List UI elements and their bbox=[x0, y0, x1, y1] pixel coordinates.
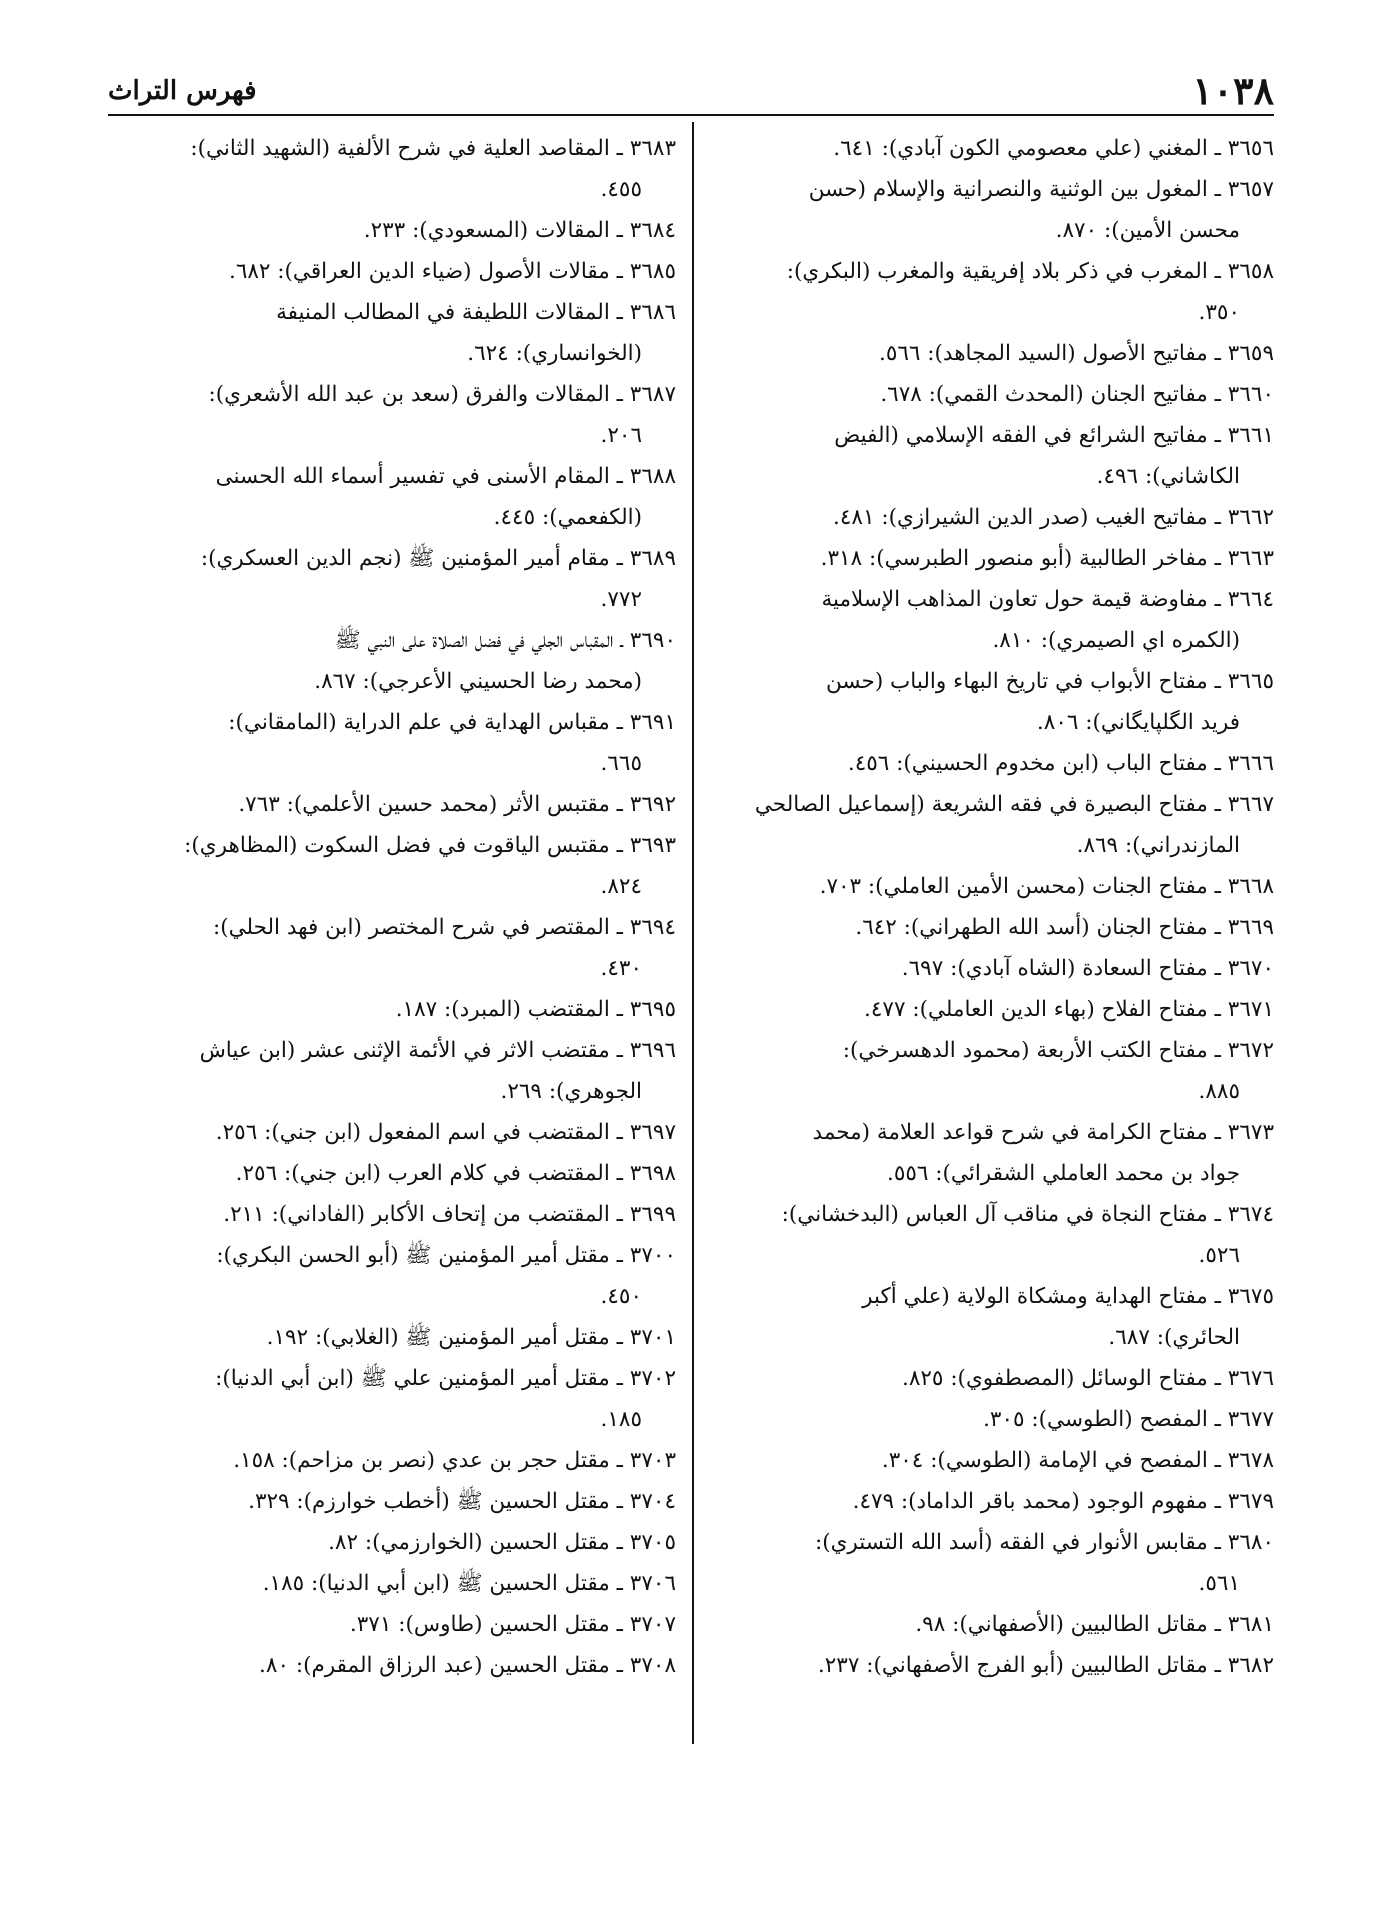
index-entry bbox=[116, 1235, 676, 1317]
index-entry bbox=[714, 1645, 1274, 1686]
index-entry bbox=[714, 333, 1274, 374]
index-entry bbox=[714, 538, 1274, 579]
entry-line: ٣٧٠٥ ـ مقتل الحسين (الخوارزمي): ٨٢. bbox=[328, 1530, 676, 1555]
entry-continuation: ٨٨٥. bbox=[1198, 1079, 1240, 1104]
index-entry bbox=[116, 128, 676, 210]
index-entry bbox=[714, 866, 1274, 907]
entry-line: ٣٦٧٠ ـ مفتاح السعادة (الشاه آبادي): ٦٩٧. bbox=[901, 956, 1274, 981]
entry-continuation: ٨٢٤. bbox=[600, 874, 642, 899]
entry-line: ٣٧٠٢ ـ مقتل أمير المؤمنين علي ﷺ (ابن أبي الدنيا): bbox=[215, 1366, 676, 1391]
entry-line: ٣٦٧٢ ـ مفتاح الكتب الأربعة (محمود الدهسرخي): bbox=[842, 1038, 1274, 1063]
entry-continuation: (الخوانساري): ٦٢٤. bbox=[467, 341, 642, 366]
entry-continuation: فريد الگلپايگاني): ٨٠٦. bbox=[1036, 710, 1240, 735]
index-entry bbox=[116, 210, 676, 251]
index-entry bbox=[714, 1358, 1274, 1399]
entry-line: ٣٦٩٩ ـ المقتضب من إتحاف الأكابر (الفاداني): ٢١١. bbox=[223, 1202, 676, 1227]
index-entry bbox=[116, 538, 676, 620]
page-header bbox=[108, 62, 1274, 116]
index-entry bbox=[116, 620, 676, 702]
entry-line: ٣٧٠٤ ـ مقتل الحسين ﷺ (أخطب خوارزم): ٣٢٩. bbox=[248, 1489, 676, 1514]
index-entry bbox=[116, 1604, 676, 1645]
entry-line: ٣٦٧١ ـ مفتاح الفلاح (بهاء الدين العاملي): ٤٧٧. bbox=[864, 997, 1274, 1022]
entry-continuation: الكاشاني): ٤٩٦. bbox=[1096, 464, 1240, 489]
index-entry bbox=[714, 374, 1274, 415]
index-entry bbox=[714, 1399, 1274, 1440]
index-entry bbox=[714, 251, 1274, 333]
entry-line: ٣٦٩٥ ـ المقتضب (المبرد): ١٨٧. bbox=[395, 997, 676, 1022]
entry-continuation: ٥٢٦. bbox=[1198, 1243, 1240, 1268]
index-entry bbox=[116, 907, 676, 989]
index-entry bbox=[714, 743, 1274, 784]
index-entry bbox=[116, 1563, 676, 1604]
index-entry bbox=[116, 989, 676, 1030]
entry-continuation: ٢٠٦. bbox=[600, 423, 642, 448]
entry-line: ٣٦٩٦ ـ مقتضب الاثر في الأئمة الإثنى عشر (ابن عياش bbox=[199, 1038, 676, 1063]
entry-continuation: الحائري): ٦٨٧. bbox=[1108, 1325, 1240, 1350]
index-entry bbox=[116, 784, 676, 825]
entry-line: ٣٦٧٧ ـ المفصح (الطوسي): ٣٠٥. bbox=[983, 1407, 1274, 1432]
index-entry bbox=[714, 169, 1274, 251]
entry-continuation: محسن الأمين): ٨٧٠. bbox=[1055, 218, 1240, 243]
entry-line: ٣٦٨٩ ـ مقام أمير المؤمنين ﷺ (نجم الدين العسكري): bbox=[200, 546, 676, 571]
entry-continuation: ٣٥٠. bbox=[1198, 300, 1240, 325]
entry-line: ٣٦٥٨ ـ المغرب في ذكر بلاد إفريقية والمغرب (البكري): bbox=[786, 259, 1274, 284]
entry-line: ٣٦٩٧ ـ المقتضب في اسم المفعول (ابن جني): ٢٥٦. bbox=[215, 1120, 676, 1145]
entry-line: ٣٦٨٦ ـ المقالات اللطيفة في المطالب المنيفة bbox=[276, 300, 676, 325]
index-entry bbox=[714, 128, 1274, 169]
entry-continuation: ٥٦١. bbox=[1198, 1571, 1240, 1596]
entry-line: ٣٦٧٤ ـ مفتاح النجاة في مناقب آل العباس (البدخشاني): bbox=[781, 1202, 1274, 1227]
entry-line: ٣٦٨٣ ـ المقاصد العلية في شرح الألفية (الشهيد الثاني): bbox=[190, 136, 676, 161]
index-entry bbox=[714, 1112, 1274, 1194]
entry-line: ٣٦٩٨ ـ المقتضب في كلام العرب (ابن جني): ٢٥٦. bbox=[235, 1161, 676, 1186]
index-entry bbox=[116, 1481, 676, 1522]
index-entry bbox=[116, 1522, 676, 1563]
entry-line: ٣٦٨١ ـ مقاتل الطالبيين (الأصفهاني): ٩٨. bbox=[915, 1612, 1274, 1637]
index-entry bbox=[116, 1153, 676, 1194]
entry-line: ٣٦٦٦ ـ مفتاح الباب (ابن مخدوم الحسيني): ٤٥٦. bbox=[847, 751, 1274, 776]
index-entry bbox=[714, 1030, 1274, 1112]
index-entry bbox=[714, 415, 1274, 497]
entry-line: ٣٧٠١ ـ مقتل أمير المؤمنين ﷺ (الغلابي): ١٩٢. bbox=[266, 1325, 676, 1350]
entry-continuation: ٧٧٢. bbox=[600, 587, 642, 612]
entry-line: ٣٧٠٦ ـ مقتل الحسين ﷺ (ابن أبي الدنيا): ١٨٥. bbox=[262, 1571, 676, 1596]
index-entry bbox=[116, 374, 676, 456]
index-entry bbox=[714, 1481, 1274, 1522]
entry-line: ٣٧٠٨ ـ مقتل الحسين (عبد الرزاق المقرم): ٨٠. bbox=[259, 1653, 676, 1678]
entry-continuation: ٦٦٥. bbox=[600, 751, 642, 776]
page-number: ١٠٣٨ bbox=[1192, 68, 1274, 113]
entry-line: ٣٦٥٧ ـ المغول بين الوثنية والنصرانية والإسلام (حسن bbox=[808, 177, 1274, 202]
entry-line: ٣٦٥٩ ـ مفاتيح الأصول (السيد المجاهد): ٥٦٦. bbox=[878, 341, 1274, 366]
entry-line: ٣٧٠٧ ـ مقتل الحسين (طاوس): ٣٧١. bbox=[349, 1612, 676, 1637]
entry-line: ٣٦٦١ ـ مفاتيح الشرائع في الفقه الإسلامي (الفيض bbox=[834, 423, 1274, 448]
entry-continuation: ٤٥٥. bbox=[600, 177, 642, 202]
index-entry bbox=[116, 1112, 676, 1153]
index-entry bbox=[116, 292, 676, 374]
entry-continuation: جواد بن محمد العاملي الشقرائي): ٥٥٦. bbox=[886, 1161, 1240, 1186]
entry-line: ٣٦٧٨ ـ المفصح في الإمامة (الطوسي): ٣٠٤. bbox=[881, 1448, 1274, 1473]
entry-line: ٣٦٨٨ ـ المقام الأسنى في تفسير أسماء الله الحسنى bbox=[215, 464, 676, 489]
entry-line: ٣٦٦٥ ـ مفتاح الأبواب في تاريخ البهاء والباب (حسن bbox=[826, 669, 1274, 694]
index-entry bbox=[714, 1604, 1274, 1645]
entry-line: ٣٦٦٠ ـ مفاتيح الجنان (المحدث القمي): ٦٧٨. bbox=[880, 382, 1274, 407]
entry-line: ٣٦٦٨ ـ مفتاح الجنات (محسن الأمين العاملي): ٧٠٣. bbox=[819, 874, 1274, 899]
column-divider bbox=[692, 122, 694, 1744]
entry-continuation: (الكفعمي): ٤٤٥. bbox=[493, 505, 642, 530]
index-entry bbox=[714, 1440, 1274, 1481]
running-title: فهرس التراث bbox=[108, 76, 257, 106]
entry-line: ٣٧٠٣ ـ مقتل حجر بن عدي (نصر بن مزاحم): ١٥٨. bbox=[233, 1448, 676, 1473]
index-entry bbox=[116, 702, 676, 784]
entry-line: ٣٦٦٢ ـ مفاتيح الغيب (صدر الدين الشيرازي): ٤٨١. bbox=[833, 505, 1274, 530]
index-entry bbox=[714, 784, 1274, 866]
index-entry bbox=[116, 825, 676, 907]
entry-line: ٣٦٨٧ ـ المقالات والفرق (سعد بن عبد الله الأشعري): bbox=[208, 382, 676, 407]
index-entry bbox=[116, 456, 676, 538]
entry-continuation: المازندراني): ٨٦٩. bbox=[1076, 833, 1240, 858]
entry-line: ٣٦٦٣ ـ مفاخر الطالبية (أبو منصور الطبرسي): ٣١٨. bbox=[820, 546, 1274, 571]
entry-line: ٣٦٨٥ ـ مقالات الأصول (ضياء الدين العراقي): ٦٨٢. bbox=[228, 259, 676, 284]
index-entry bbox=[116, 251, 676, 292]
entry-line: ٣٦٨٢ ـ مقاتل الطالبيين (أبو الفرج الأصفهاني): ٢٣٧. bbox=[817, 1653, 1274, 1678]
index-entry bbox=[714, 1522, 1274, 1604]
entry-line: ٣٦٦٩ ـ مفتاح الجنان (أسد الله الطهراني): ٦٤٢. bbox=[855, 915, 1274, 940]
entry-continuation: (محمد رضا الحسيني الأعرجي): ٨٦٧. bbox=[314, 669, 642, 694]
entry-line: ٣٦٩٣ ـ مقتبس الياقوت في فضل السكوت (المظاهري): bbox=[184, 833, 676, 858]
index-entry bbox=[714, 497, 1274, 538]
entry-line: ٣٦٩٠ ـ المقباس الجلي في فضل الصلاة على النبي ﷺ bbox=[334, 628, 676, 653]
index-entry bbox=[116, 1645, 676, 1686]
index-entry bbox=[714, 1194, 1274, 1276]
entry-line: ٣٦٧٦ ـ مفتاح الوسائل (المصطفوي): ٨٢٥. bbox=[901, 1366, 1274, 1391]
entry-line: ٣٧٠٠ ـ مقتل أمير المؤمنين ﷺ (أبو الحسن البكري): bbox=[216, 1243, 676, 1268]
entry-line: ٣٦٩٢ ـ مقتبس الأثر (محمد حسين الأعلمي): ٧٦٣. bbox=[238, 792, 676, 817]
index-entry bbox=[116, 1440, 676, 1481]
left-column bbox=[116, 128, 676, 1686]
index-entry bbox=[714, 579, 1274, 661]
entry-continuation: ٤٥٠. bbox=[600, 1284, 642, 1309]
index-entry bbox=[714, 907, 1274, 948]
entry-continuation: ١٨٥. bbox=[600, 1407, 642, 1432]
entry-line: ٣٦٨٠ ـ مقابس الأنوار في الفقه (أسد الله التستري): bbox=[814, 1530, 1274, 1555]
entry-continuation: (الكمره اي الصيمري): ٨١٠. bbox=[992, 628, 1240, 653]
right-column bbox=[714, 128, 1274, 1686]
index-entry bbox=[116, 1194, 676, 1235]
index-entry bbox=[116, 1317, 676, 1358]
entry-line: ٣٦٩٤ ـ المقتصر في شرح المختصر (ابن فهد الحلي): bbox=[212, 915, 676, 940]
index-entry bbox=[714, 1276, 1274, 1358]
entry-continuation: ٤٣٠. bbox=[600, 956, 642, 981]
index-entry bbox=[714, 989, 1274, 1030]
entry-line: ٣٦٧٥ ـ مفتاح الهداية ومشكاة الولاية (علي أكبر bbox=[862, 1284, 1274, 1309]
entry-line: ٣٦٨٤ ـ المقالات (المسعودي): ٢٣٣. bbox=[363, 218, 676, 243]
entry-line: ٣٦٦٧ ـ مفتاح البصيرة في فقه الشريعة (إسماعيل الصالحي bbox=[754, 792, 1274, 817]
index-entry bbox=[116, 1358, 676, 1440]
index-entry bbox=[714, 661, 1274, 743]
index-entry bbox=[714, 948, 1274, 989]
entry-line: ٣٦٧٣ ـ مفتاح الكرامة في شرح قواعد العلامة (محمد bbox=[812, 1120, 1274, 1145]
entry-line: ٣٦٧٩ ـ مفهوم الوجود (محمد باقر الداماد): ٤٧٩. bbox=[852, 1489, 1274, 1514]
entry-line: ٣٦٥٦ ـ المغني (علي معصومي الكون آبادي): ٦٤١. bbox=[833, 136, 1274, 161]
entry-continuation: الجوهري): ٢٦٩. bbox=[500, 1079, 642, 1104]
entry-line: ٣٦٩١ ـ مقباس الهداية في علم الدراية (المامقاني): bbox=[228, 710, 676, 735]
entry-line: ٣٦٦٤ ـ مفاوضة قيمة حول تعاون المذاهب الإسلامية bbox=[821, 587, 1274, 612]
index-entry bbox=[116, 1030, 676, 1112]
